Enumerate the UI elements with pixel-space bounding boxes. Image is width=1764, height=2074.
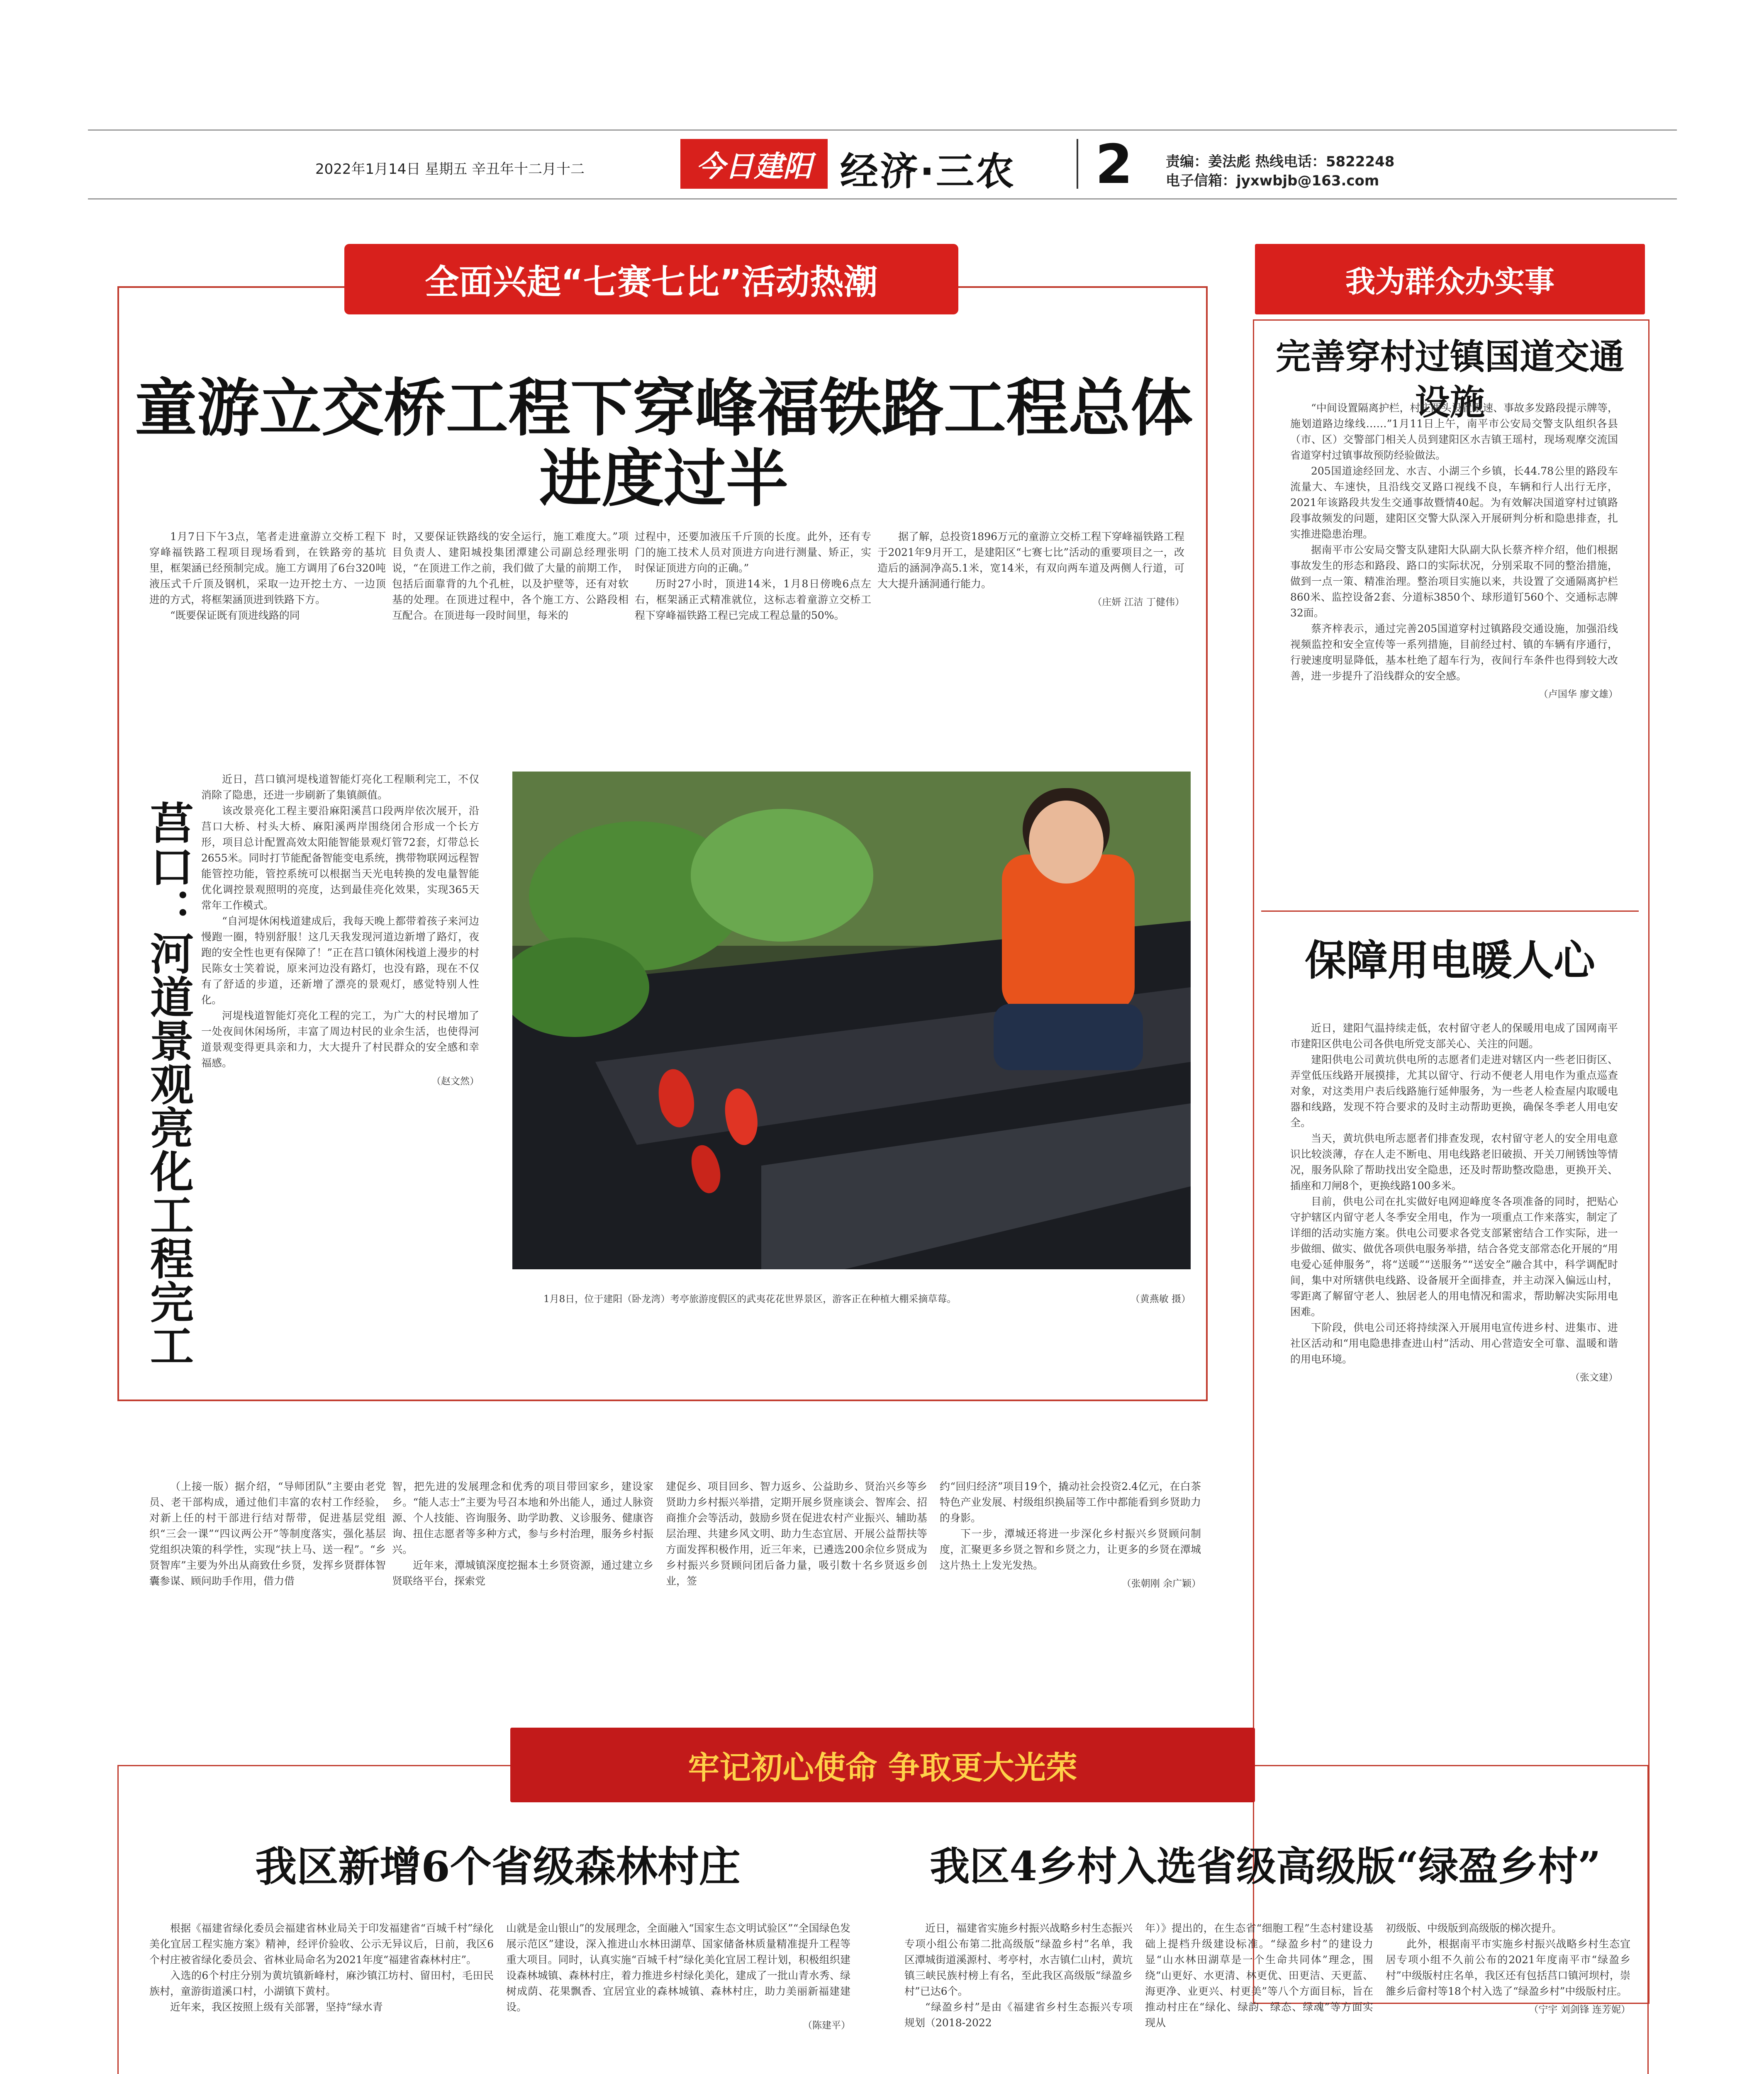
village-title: 我区4乡村入选省级高级版“绿盈乡村”	[930, 1843, 1601, 1890]
masthead-logo-text: 今日建阳	[696, 148, 812, 183]
right2-title: 保障用电暖人心	[1305, 936, 1595, 985]
article2-text: 近日，莒口镇河堤栈道智能灯亮化工程顺利完工，不仅消除了隐患，还进一步刷新了集镇颜值。 该改景亮化工程主要沿麻阳溪莒口段两岸依次展开，沿莒口大桥、村头大桥、麻阳溪两岸围绕闭合形成一个长方形，项目总计配置高效太阳能智能景观灯管72套，灯带总长2655米。同时打节能配备智能变电系统，携带物联网远程智能管控功能，管控系统可以根据当天光电转换的发电量智能优化调控景观照明的亮度，达到最佳亮化效果，实现365天常年工作模式。 “自河堤休闲栈道建成后，我每天晚上都带着孩子来河边慢跑一圈，特别舒服！这几天我发现河道边新增了路灯，夜跑的安全性也更有保障了！”正在莒口镇休闲栈道上漫步的村民陈女士笑着说，原来河边没有路灯，也没有路，现在不仅有了舒适的步道，还新增了漂亮的景观灯，感觉特别人性化。 河堤栈道智能灯亮化工程的完工，为广大的村民增加了一处夜间休闲场所，丰富了周边村民的业余生活，也使得河道景观变得更具亲和力，大大提升了村民群众的安全感和幸福感。 （赵文然）	[201, 772, 479, 1390]
masthead-divider	[1077, 139, 1078, 189]
strawberry-photo	[512, 772, 1191, 1269]
article1-title: 童游立交桥工程下穿峰福铁路工程总体进度过半	[134, 372, 1193, 515]
right2-body: 近日，建阳气温持续走低，农村留守老人的保暖用电成了国网南平市建阳区供电公司各供电所党支部关心、关注的问题。 建阳供电公司黄坑供电所的志愿者们走进对辖区内一些老旧街区、弄堂低压线路开展摸排，尤其以留守、行动不便老人用电作为重点巡查对象，对这类用户表后线路施行延伸服务，为一些老人检查屋内取暖电器和线路，发现不符合要求的及时主动帮助更换，确保冬季老人用电安全。 当天，黄坑供电所志愿者们排查发现，农村留守老人的安全用电意识比较淡薄，存在人走不断电、用电线路老旧破损、开关刀闸锈蚀等情况，服务队除了帮助找出安全隐患，还及时帮助整改隐患，更换开关、插座和刀闸8个，更换线路100多米。 目前，供电公司在扎实做好电网迎峰度冬各项准备的同时，把贴心守护辖区内留守老人冬季安全用电，作为一项重点工作来落实，制定了详细的活动实施方案。供电公司要求各党支部紧密结合工作实际，进一步做细、做实、做优各项供电服务举措，结合各党支部常态化开展的“用电爱心延伸服务”，将“送暖”“送服务”“送安全”融合其中，科学调配时间，集中对所辖供电线路、设备展开全面排查，并主动深入偏远山村，零距离了解留守老人、独居老人的用电情况和需求，帮助解决实际用电困难。 下阶段，供电公司还将持续深入开展用电宣传进乡村、进集市、进社区活动和“用电隐患排查进山村”活动、用心营造安全可靠、温暖和谐的用电环境。 （张文建）	[1290, 1020, 1618, 1991]
banner-right: 我为群众办实事	[1255, 244, 1645, 314]
article1-col1: 1月7日下午3点，笔者走进童游立交桥工程下穿峰福铁路工程项目现场看到，在铁路旁的基坑里，框架涵已经预制完成。施工方调用了6台320吨液压式千斤顶及钢机，采取一边开挖土方、一边顶进的方式，将框架涵顶进到铁路下方。 “既要保证既有顶进线路的同	[149, 531, 386, 621]
village-col2: 年）》提出的，在生态省“细胞工程”生态村建设基础上提档升级建设标准。“绿盈乡村”的建设力显“山水林田湖草是一个生命共同体”理念，围绕“山更好、水更清、林更优、田更洁、天更蓝、海更净、业更兴、村更美”等八个方面目标，旨在推动村庄在“绿化、绿韵、绿态、绿魂”等方面实现从	[1145, 1922, 1373, 2029]
banner-bottom: 牢记初心使命 争取更大光荣	[510, 1728, 1255, 1802]
strawberry-caption	[543, 1292, 1191, 1306]
masthead-page-number: 2	[1095, 133, 1133, 196]
masthead-email: 电子信箱：jyxwbjb@163.com	[1166, 173, 1379, 189]
strawberry-photo-image	[512, 772, 1191, 1269]
right1-byline: （卢国华 廖文雄）	[1538, 689, 1618, 700]
village-col3: 初级版、中级版到高级版的梯次提升。 此外，根据南平市实施乡村振兴战略乡村生态宜居专项小组不久前公布的2021年度南平市“绿盈乡村”中级版村庄名单，我区还有包括莒口镇河坝村，崇雒乡后畲村等18个村入选了“绿盈乡村”中级版村庄。 （宁宇 刘剑锋 连芳妮）	[1386, 1921, 1630, 2074]
masthead-logo	[680, 139, 828, 189]
masthead-section: 经济·三农	[840, 149, 1016, 194]
article1-col3: 过程中，还要加液压千斤顶的长度。此外，还有专门的施工技术人员对顶进方向进行测量、矫正，实时保证顶进方向的正确。” 历时27小时，顶进14米，1月8日傍晚6点左右，框架涵正式精准就位，这标志着童游立交桥工程下穿峰福铁路工程已完成工程总量的50%。	[635, 531, 871, 621]
continued-col2: 智，把先进的发展理念和优秀的项目带回家乡，建设家乡。“能人志士”主要为号召本地和外出能人，通过人脉资源、个人技能、咨询服务、助学助教、义诊服务、健康咨询、扭住志愿者等多种方式，参与乡村治理，服务乡村振兴。 近年来，潭城镇深度挖掘本土乡贤资源，通过建立乡贤联络平台，探索党	[392, 1480, 653, 1587]
masthead-top-rule	[88, 129, 1677, 131]
article1-col2: 时，又要保证铁路线的安全运行，施工难度大。”项目负责人、建阳城投集团潭建公司副总经理张明说，“在顶进工作之前，我们做了大量的前期工作，包括后面靠背的九个孔桩，以及护壁等，还有对软基的处理。在顶进过程中，各个施工方、公路段相互配合。在顶进每一段时间里，每米的	[392, 531, 629, 621]
masthead-bottom-rule	[88, 198, 1677, 200]
continued-col1: （上接一版）据介绍，“导师团队”主要由老党员、老干部构成，通过他们丰富的农村工作经验，对新上任的村干部进行结对帮带，促进基层党组织“三会一课”“四议两公开”等制度落实，强化基层党组织决策的科学性，实现“扶上马、送一程”。“乡贤智库”主要为外出从商致仕乡贤，发挥乡贤群体智囊参谋、顾问助手作用，借力借	[149, 1480, 386, 1587]
article1-col4: 据了解，总投资1896万元的童游立交桥工程下穿峰福铁路工程于2021年9月开工，是建阳区“七赛七比”活动的重要项目之一，改造后的涵洞净高5.1米，宽14米，有双向两车道及两侧人行道，可大大提升涵洞通行能力。 （庄妍 江洁 丁健伟）	[877, 529, 1184, 703]
right1-body: “中间设置隔离护栏，村庄两头设置限速、事故多发路段提示牌等，施划道路边缘线……”1月11日上午，南平市公安局交警支队组织各县（市、区）交警部门相关人员到建阳区水吉镇王瑶村，现场观摩交流国省道穿村过镇事故预防经验做法。 205国道途经回龙、水吉、小湖三个乡镇，长44.78公里的路段车流量大、车速快，且沿线交叉路口视线不良，车辆和行人出行无序，2021年该路段共发生交通事故暨情40起。为有效解决国道穿村过镇路段事故频发的问题，建阳区交警大队深入开展研判分析和隐患排查，扎实推进隐患治理。 据南平市公安局交警支队建阳大队副大队长蔡齐梓介绍，他们根据事故发生的形态和路段、路口的实际状况，分别采取不同的整治措施，做到一点一策、精准治理。整治项目实施以来，共设置了交通隔离护栏860米、监控设备2套、分道标3850个、球形道钉560个、交通标志牌32面。 蔡齐梓表示，通过完善205国道穿村过镇路段交通设施，加强沿线视频监控和安全宣传等一系列措施，目前经过村、镇的车辆有序通行，行驶速度明显降低，基本杜绝了超车行为，夜间行车条件也得到较大改善，进一步提升了沿线群众的安全感。 （卢国华 廖文雄）	[1290, 400, 1618, 906]
forest-byline: （陈建平）	[803, 2020, 850, 2031]
continued-col4: 约“回归经济”项目19个，撬动社会投资2.4亿元，在白茶特色产业发展、村级组织换届等工作中都能看到乡贤助力的身影。 下一步，潭城还将进一步深化乡村振兴乡贤顾问制度，汇聚更多乡贤之智和乡贤之力，让更多的乡贤在潭城这片热土上发光发热。 （张朝刚 余广颖）	[940, 1479, 1201, 1694]
strawberry-caption-text: 1月8日，位于建阳（卧龙湾）考亭旅游度假区的武夷花花世界景区，游客正在种植大棚采摘草莓。	[543, 1294, 957, 1305]
banner-left: 全面兴起“七赛七比”活动热潮	[344, 244, 958, 314]
village-col1: 近日，福建省实施乡村振兴战略乡村生态振兴专项小组公布第二批高级版“绿盈乡村”名单，我区潭城街道溪源村、考亭村，水吉镇仁山村，黄坑镇三峡民族村榜上有名，至此我区高级版“绿盈乡村”已达6个。 “绿盈乡村”是由《福建省乡村生态振兴专项规划（2018-2022	[904, 1922, 1133, 2029]
article1-byline: （庄妍 江洁 丁健伟）	[1092, 597, 1184, 608]
masthead-date: 2022年1月14日 星期五 辛丑年十二月十二	[315, 161, 585, 178]
right1-title: 完善穿村过镇国道交通设施	[1275, 336, 1624, 423]
continued-byline: （张朝刚 余广颖）	[1121, 1578, 1201, 1589]
article2-title: 莒口：河道景观亮化工程完工	[143, 801, 194, 1367]
right-divider	[1261, 910, 1639, 912]
article2-byline: （赵文然）	[431, 1076, 479, 1087]
forest-title: 我区新增6个省级森林村庄	[255, 1842, 741, 1891]
strawberry-photo-credit: （黄燕敏 摄）	[1130, 1294, 1191, 1305]
continued-col3: 建促乡、项目回乡、智力返乡、公益助乡、贤治兴乡等乡贤助力乡村振兴举措，定期开展乡贤座谈会、智库会、招商推介会等活动，鼓励乡贤在促进农村产业振兴、辅助基层治理、共建乡风文明、助力生态宜居、开展公益帮扶等方面发挥积极作用，近三年来，已遴选200余位乡贤成为乡村振兴乡贤顾问团后备力量，吸引数十名乡贤返乡创业，签	[666, 1480, 927, 1587]
village-byline: （宁宇 刘剑锋 连芳妮）	[1529, 2004, 1630, 2015]
forest-col2: 山就是金山银山”的发展理念，全面融入“国家生态文明试验区”“全国绿色发展示范区”建设，深入推进山水林田湖草、国家储备林质量精准提升工程等重大项目。同时，认真实施“百城千村”绿化美化宜居工程计划，积极组织建设森林城镇、森林村庄，着力推进乡村绿化美化，建成了一批山青水秀、绿树成荫、花果飘香、宜居宜业的森林城镇、森林村庄，助力美丽新福建建设。 （陈建平）	[506, 1921, 850, 2074]
right2-byline: （张文建）	[1570, 1372, 1618, 1383]
masthead-editor: 责编：姜法彪 热线电话：5822248	[1166, 153, 1395, 170]
forest-col1: 根据《福建省绿化委员会福建省林业局关于印发福建省“百城千村”绿化美化宜居工程实施方案》精神，经评价验收、公示无异议后，日前，我区6个村庄被省绿化委员会、省林业局命名为2021年度“福建省森林村庄”。 入选的6个村庄分别为黄坑镇新峰村，麻沙镇江坊村、留田村，毛田民族村，童游街道溪口村，小湖镇下黄村。 近年来，我区按照上级有关部署，坚持“绿水青	[149, 1922, 494, 2013]
